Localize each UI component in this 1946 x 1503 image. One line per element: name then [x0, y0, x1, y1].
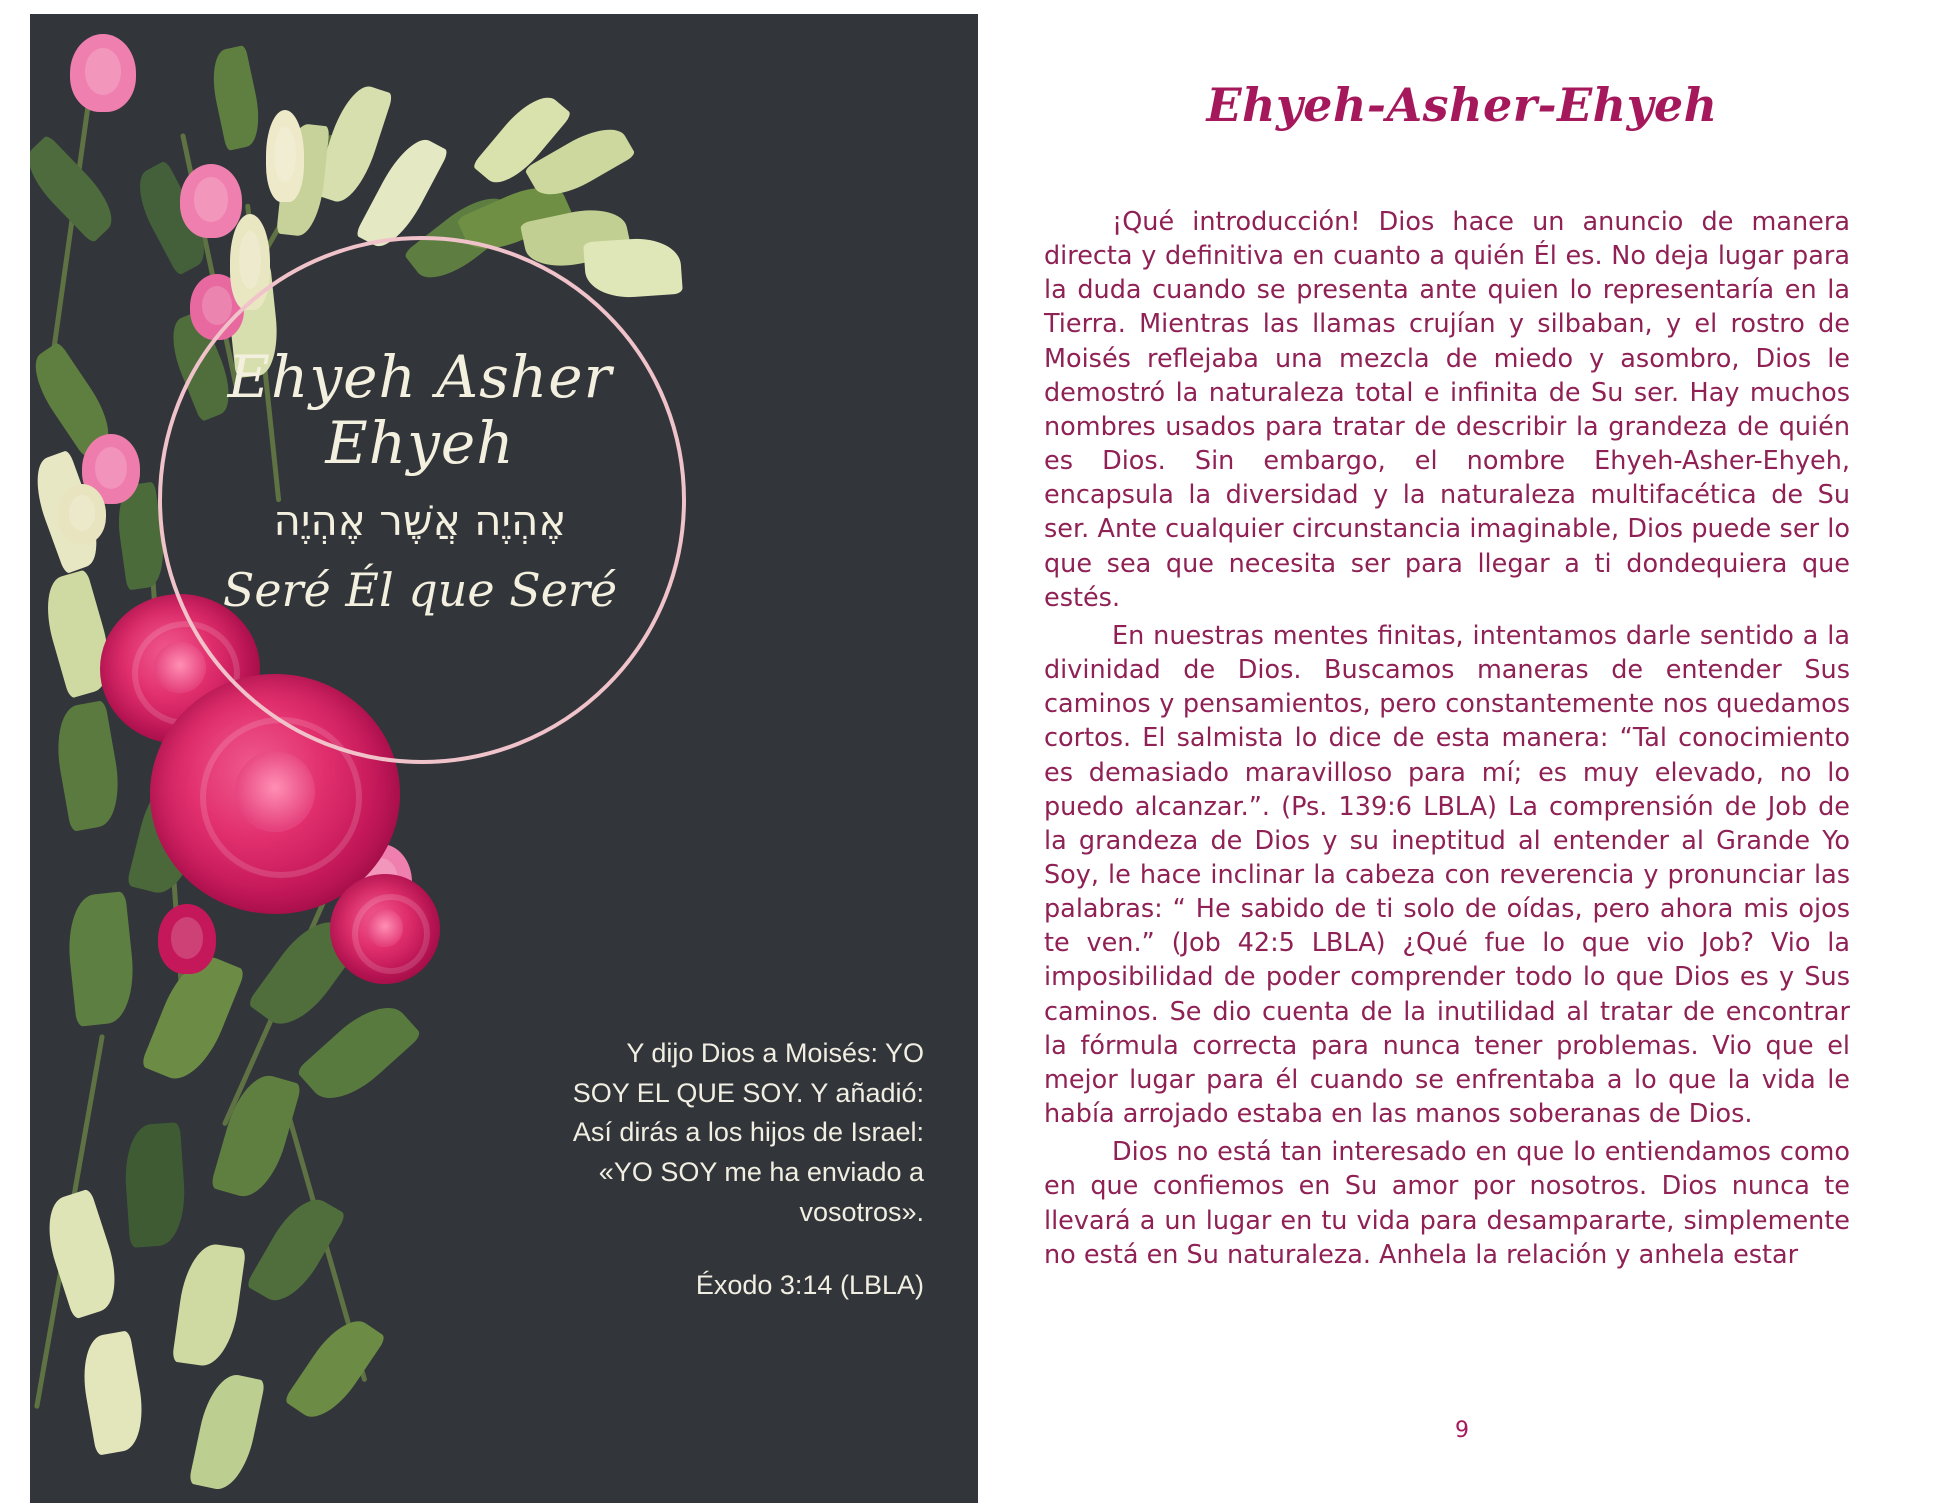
cover-verse-block	[564, 1034, 924, 1306]
rosebud-decoration	[180, 164, 242, 238]
body-paragraph: En nuestras mentes finitas, intentamos darle sentido a la divinidad de Dios. Buscamos maneras de entender Sus caminos y pensamientos, pero constantemente nos quedamos cortos. El salmista lo dice de esta manera: “Tal conocimiento es demasiado maravilloso para mí; es muy elevado, no lo puedo alcanzar.”. (Ps. 139:6 LBLA) La comprensión de Job de la grandeza de Dios y su ineptitud al entender al Grande Yo Soy, le hace inclinar la cabeza con reverencia y pronunciar las palabras: “ He sabido de ti solo de oídas, pero ahora mis ojos te ven.” (Job 42:5 LBLA) ¿Qué fue lo que vio Job? Vio la imposibilidad de poder comprender todo lo que Dios es y Sus caminos. Se dio cuenta de la inutilidad al tratar de encontrar la fórmula correcta para nunca tener problemas. Vio que el mejor lugar para él cuando se enfrentaba a lo que la vida le había arrojado estaba en las manos soberanas de Dios.	[1044, 620, 1850, 1130]
leaf-decoration	[122, 1122, 188, 1248]
page-number: 9	[1455, 1418, 1469, 1443]
cover-title-spanish: Seré Él que Seré	[222, 563, 618, 618]
cover-title-block	[205, 344, 635, 617]
cover-title-line2: Ehyeh	[325, 409, 515, 478]
rosebud-decoration	[70, 34, 136, 112]
leaf-decoration	[76, 1330, 150, 1456]
body-paragraph: Dios no está tan interesado en que lo entiendamos como en que confiemos en Su amor por nosotros. Dios nunca te llevará a un lugar en tu vida para desampararte, simplemente no está en Su naturaleza. Anhela la relación y anhela estar	[1044, 1137, 1850, 1270]
leaf-decoration	[50, 700, 127, 832]
leaf-decoration	[296, 992, 423, 1114]
leaf-decoration	[189, 1370, 266, 1495]
cover-title-line1: Ehyeh Asher	[227, 343, 613, 411]
leaf-decoration	[245, 1189, 346, 1312]
leaf-decoration	[172, 1241, 246, 1370]
cover-title-hebrew: אֶהְיֶה אֲשֶׁר אֶהְיֶה	[273, 496, 567, 546]
body-paragraph: ¡Qué introducción! Dios hace un anuncio de manera directa y definitiva en cuanto a quién Él es. No deja lugar para la duda cuando se presenta ante quien lo representaría en la Tierra. Mientras las llamas crujían y silbaban, y el rostro de Moisés reflejaba una mezcla de miedo y asombro, Dios le demostró la naturaleza total e infinita de Su ser. Hay muchos nombres usados para tratar de describir la grandeza de quién es Dios. Sin embargo, el nombre Ehyeh-Asher-Ehyeh, encapsula la diversidad y la naturaleza multifacética de Su ser. Ante cualquier circunstancia imaginable, Dios puede ser lo que sea que necesita ser para llegar a ti dondequiera que estés.	[1044, 207, 1850, 613]
rosebud-decoration	[266, 110, 304, 202]
leaf-decoration	[284, 1309, 387, 1428]
leaf-decoration	[37, 1188, 127, 1319]
cover-verse-text: Y dijo Dios a Moisés: YO SOY EL QUE SOY. Y añadió: Así dirás a los hijos de Israel: «YO SOY me ha enviado a vosotros».	[572, 1038, 924, 1227]
rosebud-decoration	[158, 904, 216, 974]
leaf-decoration	[583, 236, 683, 301]
right-page	[978, 0, 1946, 1503]
cover-verse-reference: Éxodo 3:14 (LBLA)	[695, 1270, 924, 1301]
chapter-title: Ehyeh-Asher-Ehyeh	[1206, 78, 1718, 132]
leaf-decoration	[210, 1068, 302, 1204]
leaf-decoration	[63, 891, 138, 1027]
cover-art-panel	[30, 14, 978, 1503]
rosebud-decoration	[58, 484, 106, 544]
chapter-body	[1044, 205, 1850, 1276]
leaf-decoration	[206, 45, 266, 151]
leaf-decoration	[30, 134, 124, 244]
large-rose-decoration	[330, 874, 440, 984]
